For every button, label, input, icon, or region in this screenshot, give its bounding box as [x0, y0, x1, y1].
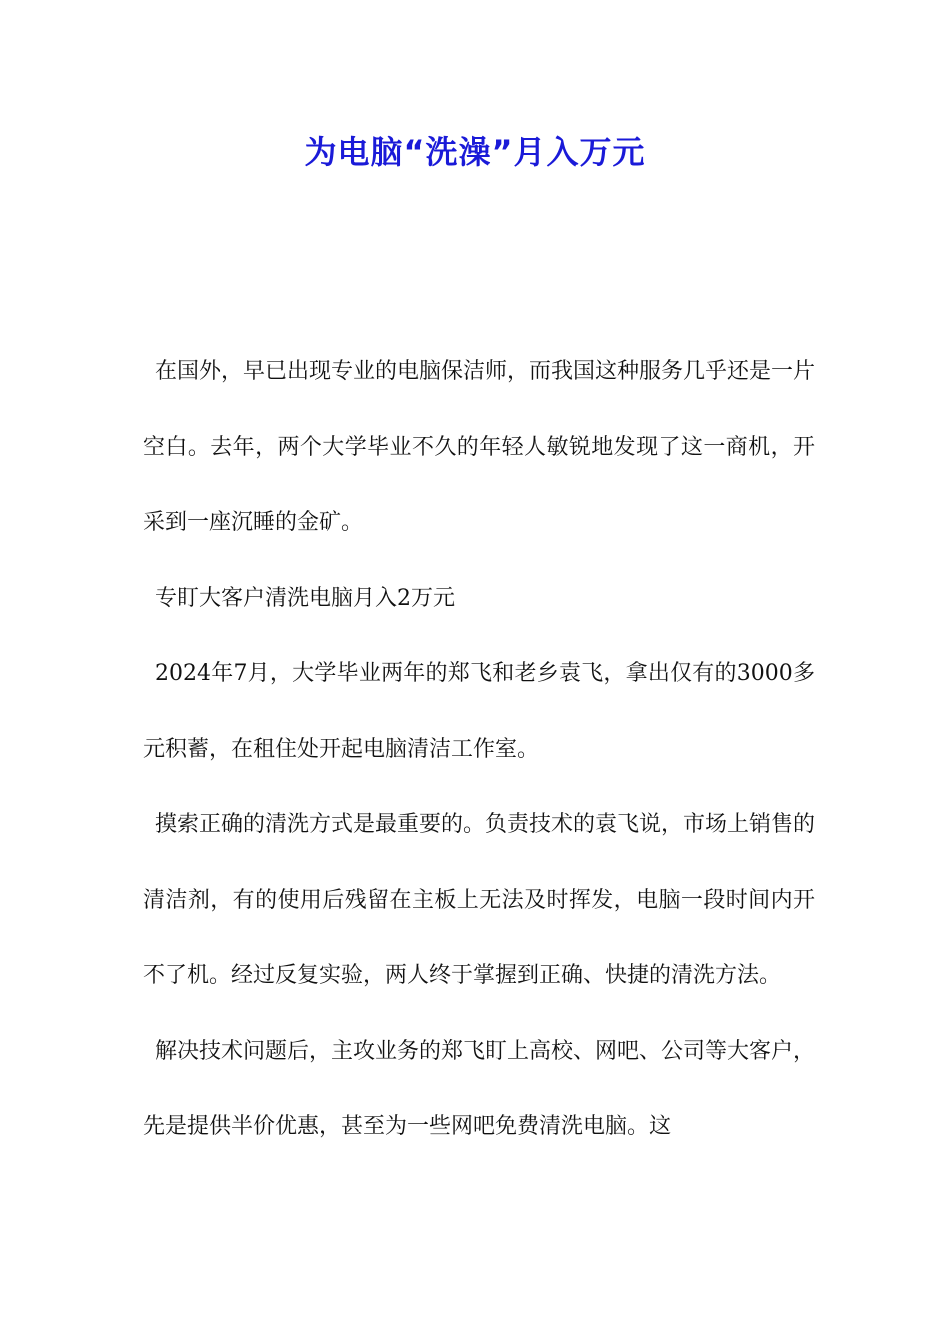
paragraph-technique: 摸索正确的清洗方式是最重要的。负责技术的袁飞说，市场上销售的清洁剂，有的使用后残留在主板上无法及时挥发，电脑一段时间内开不了机。经过反复实验，两人终于掌握到正确、快捷的清洗方法。 [143, 812, 816, 988]
document-title: 为电脑“洗澡”月入万元 [304, 133, 646, 171]
paragraph-subheading: 专盯大客户清洗电脑月入2万元 [155, 585, 455, 611]
document-body [143, 334, 815, 1165]
paragraph-intro: 在国外，早已出现专业的电脑保洁师，而我国这种服务几乎还是一片空白。去年，两个大学毕业不久的年轻人敏锐地发现了这一商机，开采到一座沉睡的金矿。 [143, 359, 816, 535]
paragraph-business: 解决技术问题后，主攻业务的郑飞盯上高校、网吧、公司等大客户，先是提供半价优惠，甚至为一些网吧免费清洗电脑。这 [143, 1038, 816, 1139]
paragraph-startup: 2024年7月，大学毕业两年的郑飞和老乡袁飞，拿出仅有的3000多元积蓄，在租住处开起电脑清洁工作室。 [143, 661, 815, 762]
